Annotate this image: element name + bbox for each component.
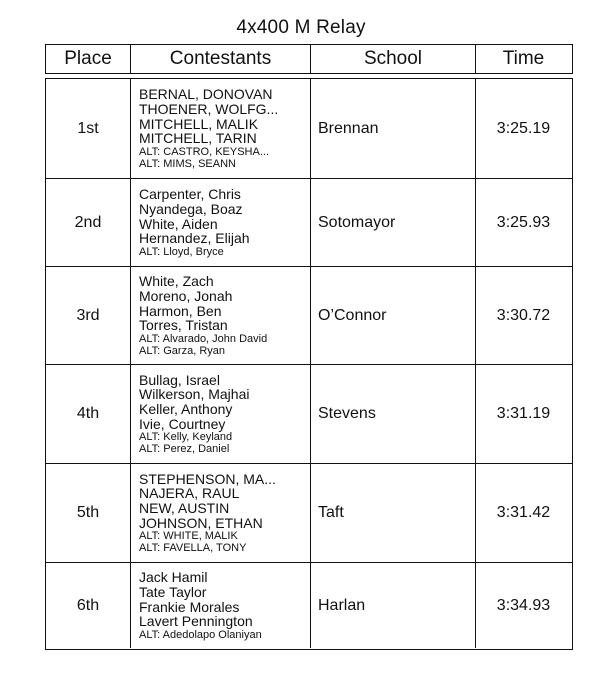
school-cell: Sotomayor [311,179,476,266]
header-contestants: Contestants [131,45,311,73]
contestants-cell [131,563,311,648]
time-cell: 3:25.93 [496,213,551,231]
header-school: School [311,45,476,73]
table-row [46,178,572,266]
school-cell: Taft [311,464,476,562]
runner-name: BERNAL, DONOVAN [139,86,273,103]
table-row [46,364,572,463]
alternate-name: ALT: FAVELLA, TONY [139,542,247,555]
runner-name: THOENER, WOLFG... [139,100,279,117]
table-row [46,562,572,648]
table-row [46,463,572,562]
header-time: Time [502,48,545,69]
school-cell: O’Connor [311,267,476,364]
runner-name: Lavert Pennington [139,613,253,630]
runner-name: Moreno, Jonah [139,287,233,304]
alternate-name: ALT: Garza, Ryan [139,344,225,357]
contestants-cell [131,79,311,178]
alternate-name: ALT: Kelly, Keyland [139,431,233,444]
runner-name: Frankie Morales [139,598,240,615]
alternate-name: ALT: MIMS, SEANN [139,157,236,170]
table-header [45,44,573,74]
alternate-name: ALT: CASTRO, KEYSHA... [139,145,269,158]
alternate-name: ALT: Adedolapo Olaniyan [139,628,262,641]
runner-name: Ivie, Courtney [139,415,226,432]
time-cell: 3:25.19 [496,119,551,137]
runner-name: Wilkerson, Majhai [139,386,250,403]
place-cell: 5th [46,464,131,562]
place-cell: 2nd [46,179,131,266]
place-cell: 4th [46,365,131,463]
runner-name: JOHNSON, ETHAN [139,514,263,531]
place-cell: 3rd [46,267,131,364]
school-cell: Brennan [311,79,476,178]
time-cell: 3:34.93 [496,596,551,614]
runner-name: MITCHELL, MALIK [139,115,259,132]
alternate-name: ALT: Perez, Daniel [139,443,230,456]
runner-name: Tate Taylor [139,583,207,600]
runner-name: Keller, Anthony [139,401,233,417]
page-title: 4x400 M Relay [236,17,366,38]
contestants-cell [131,179,311,266]
runner-name: Carpenter, Chris [139,186,241,203]
table-row [46,79,572,178]
contestants-cell [131,267,311,364]
results-table [45,78,573,650]
runner-name: Harmon, Ben [139,302,222,319]
runner-name: STEPHENSON, MA... [139,470,276,487]
runner-name: Bullag, Israel [139,371,220,388]
runner-name: NEW, AUSTIN [139,500,230,516]
alternate-name: ALT: WHITE, MALIK [139,530,238,543]
runner-name: NAJERA, RAUL [139,485,240,502]
alternate-name: ALT: Alvarado, John David [139,332,268,345]
time-cell: 3:31.19 [496,405,551,422]
table-row [46,266,572,364]
alternate-name: ALT: Lloyd, Bryce [139,245,224,258]
contestants-cell [131,464,311,562]
runner-name: White, Aiden [139,215,218,232]
runner-name: Nyandega, Boaz [139,200,243,217]
place-cell: 1st [46,79,131,178]
time-cell: 3:31.42 [496,504,551,521]
runner-name: Torres, Tristan [139,317,228,334]
runner-name: White, Zach [139,273,214,290]
school-cell: Stevens [311,365,476,463]
time-cell: 3:30.72 [496,306,551,324]
runner-name: MITCHELL, TARIN [139,130,257,147]
runner-name: Hernandez, Elijah [139,230,250,247]
header-place: Place [46,45,131,73]
runner-name: Jack Hamil [139,569,208,586]
place-cell: 6th [46,563,131,648]
school-cell: Harlan [311,563,476,648]
contestants-cell [131,365,311,463]
